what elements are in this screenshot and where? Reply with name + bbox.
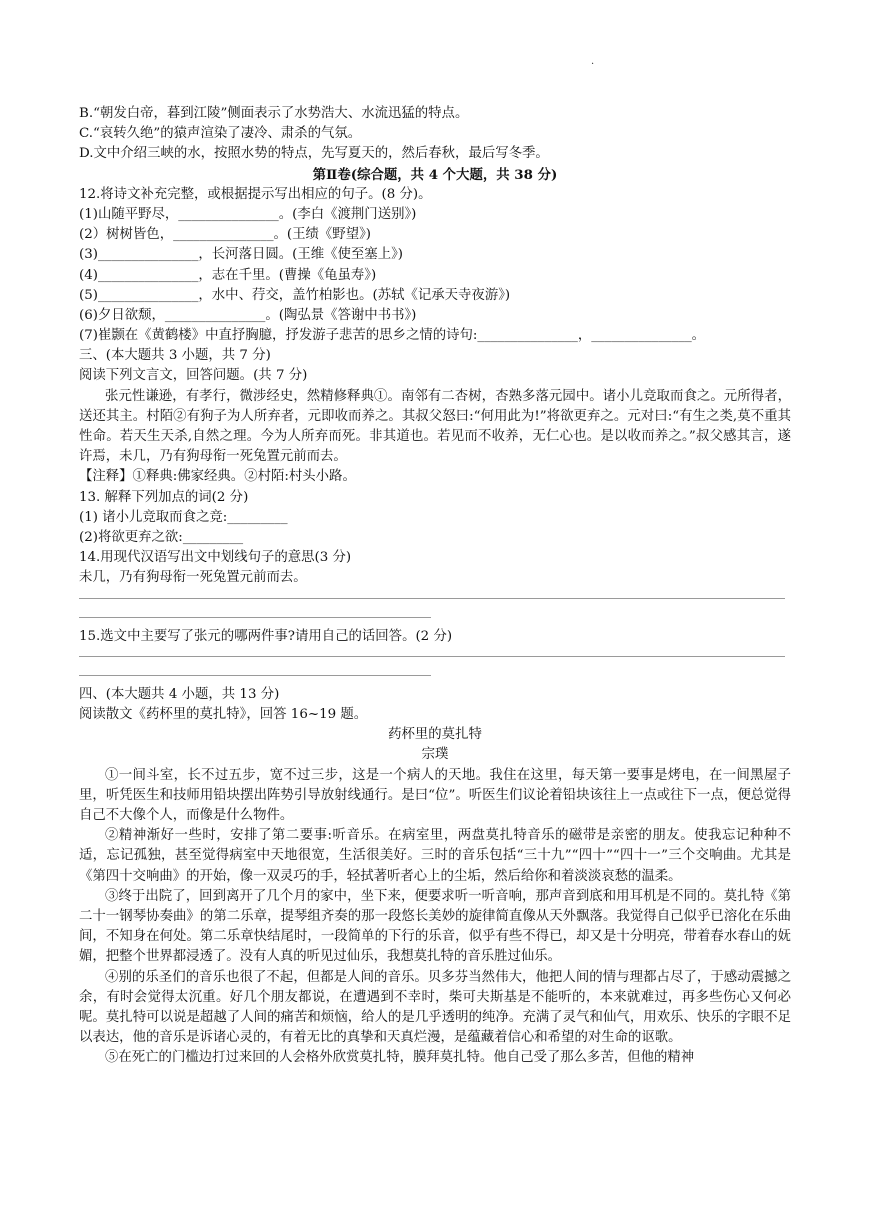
q14-prompt: 14.用现代汉语写出文中划线句子的意思(3 分) bbox=[79, 550, 352, 566]
header-mark: . bbox=[591, 56, 595, 67]
essay-paragraph-4: ④别的乐圣们的音乐也很了不起，但都是人间的音乐。贝多芬当然伟大，他把人间的情与理都占尽了，于感动震撼之余，有时会觉得太沉重。好几个朋友都说，在遭遇到不幸时，柴可夫斯基是不能听的，本来就难过，再多些伤心又何必呢。莫扎特可以说是超越了人间的痛苦和烦恼，给人的是几乎透明的纯净。充满了灵气和仙气，用欢乐、快乐的字眼不足以表达，他的音乐是诉诸心灵的，有着无比的真挚和天真烂漫，是蕴藏着信心和希望的对生命的讴歌。 bbox=[79, 969, 791, 1046]
q12-item-4: (4)_______________，志在千里。(曹操《龟虽寿》) bbox=[79, 267, 377, 283]
q13-prompt: 13. 解释下列加点的词(2 分) bbox=[79, 489, 249, 505]
section4-heading: 四、(本大题共 4 小题，共 13 分) bbox=[79, 686, 280, 702]
q12-item-3: (3)_______________，长河落日圆。(王维《使至塞上》) bbox=[79, 247, 404, 263]
essay-author: 宗璞 bbox=[421, 747, 449, 763]
answer-rule bbox=[79, 675, 431, 676]
essay-paragraph-3: ③终于出院了，回到离开了几个月的家中，坐下来，便要求听一听音响，那声音到底和用耳机是不同的。莫扎特《第二十一钢琴协奏曲》的第二乐章，提琴组齐奏的那一段悠长美妙的旋律简直像从天外飘落。我觉得自己似乎已溶化在乐曲间，不知身在何处。第二乐章快结尾时，一段简单的下行的乐音，似乎有些不得已，却又是十分明亮，带着春水春山的妩媚，把整个世界都浸透了。没有人真的听见过仙乐，我想莫扎特的音乐胜过仙乐。 bbox=[79, 888, 791, 965]
q12-item-7: (7)崔颢在《黄鹤楼》中直抒胸臆，抒发游子悲苦的思乡之情的诗句:_______________，_______________。 bbox=[79, 328, 706, 344]
essay-title: 药杯里的莫扎特 bbox=[388, 727, 482, 743]
exam-page bbox=[79, 104, 791, 1069]
q13-item-2: (2)将欲更弃之欲:_________ bbox=[79, 530, 244, 545]
q12-item-6: (6)夕日欲颓，_______________。(陶弘景《答谢中书书》) bbox=[79, 307, 417, 323]
classical-text: 张元性谦逊，有孝行，微涉经史，然精修释典①。南邻有二杏树，杏熟多落元园中。诸小儿竞取而食之。元所得者，送还其主。村陌②有狗子为人所弃者，元即收而养之。其叔父怒曰:“何用此为!”将欲更弃之。元对曰:“有生之类,莫不重其性命。若天生天杀,自然之理。今为人所弃而死。非其道也。若见而不收养，无仁心也。是以收而养之。”叔父感其言，遂许焉，未几，乃有狗母衔一死兔置元前而去。 bbox=[79, 388, 791, 465]
essay-paragraph-5: ⑤在死亡的门槛边打过来回的人会格外欣赏莫扎特，膜拜莫扎特。他自己受了那么多苦，但他的精神 bbox=[105, 1050, 695, 1066]
q13-item-1: (1) 诸小儿竞取而食之竞:_________ bbox=[79, 509, 288, 525]
answer-rule bbox=[79, 656, 785, 657]
answer-rule bbox=[79, 598, 785, 599]
q15-answer-line-2[interactable] bbox=[79, 666, 791, 685]
q14-answer-line-2[interactable] bbox=[79, 608, 791, 627]
section3-heading: 三、(本大题共 3 小题，共 7 分) bbox=[79, 348, 271, 364]
q15-answer-line-1[interactable] bbox=[79, 647, 791, 666]
q12-item-1: (1)山随平野尽，_______________。(李白《渡荆门送别》) bbox=[79, 206, 417, 222]
section3-intro: 阅读下列文言文，回答问题。(共 7 分) bbox=[79, 368, 308, 384]
essay-paragraph-1: ①一间斗室，长不过五步，宽不过三步，这是一个病人的天地。我住在这里，每天第一要事是烤电，在一间黑屋子里，听凭医生和技师用铅块摆出阵势引导放射线通行。是曰“位”。听医生们议论着铅块该往上一点或往下一点，便总觉得自己不大像个人，而像是什么物件。 bbox=[79, 767, 791, 823]
essay-paragraph-2: ②精神渐好一些时，安排了第二要事:听音乐。在病室里，两盘莫扎特音乐的磁带是亲密的朋友。使我忘记种种不适，忘记孤独，甚至觉得病室中天地很宽，生活很美好。三时的音乐包括“三十九”“四十”“四十一”三个交响曲。尤其是《第四十交响曲》的开始，像一双灵巧的手，轻拭著听者心上的尘垢，然后给你和着淡淡哀愁的温柔。 bbox=[79, 828, 791, 884]
annotation-note: 【注释】①释典:佛家经典。②村陌:村头小路。 bbox=[79, 469, 356, 485]
option-d: D.文中介绍三峡的水，按照水势的特点，先写夏天的，然后春秋，最后写冬季。 bbox=[79, 146, 549, 162]
q12-prompt: 12.将诗文补充完整，或根据提示写出相应的句子。(8 分)。 bbox=[79, 186, 432, 202]
option-b: B.“朝发白帝，暮到江陵”侧面表示了水势浩大、水流迅猛的特点。 bbox=[79, 106, 469, 121]
q12-item-5: (5)_______________，水中、荇交，盖竹柏影也。(苏轼《记承天寺夜游》) bbox=[79, 287, 511, 303]
option-c: C.“哀转久绝”的猿声渲染了凄冷、肃杀的气氛。 bbox=[79, 126, 362, 142]
section2-title: 第Ⅱ卷(综合题，共 4 个大题，共 38 分) bbox=[312, 166, 558, 183]
q14-answer-line-1[interactable] bbox=[79, 589, 791, 608]
section4-intro: 阅读散文《药杯里的莫扎特》，回答 16~19 题。 bbox=[79, 706, 368, 722]
q14-sentence: 未几，乃有狗母衔一死兔置元前而去。 bbox=[79, 570, 307, 586]
q15-prompt: 15.选文中主要写了张元的哪两件事?请用自己的话回答。(2 分) bbox=[79, 628, 453, 644]
answer-rule bbox=[79, 617, 431, 618]
q12-item-2: (2）树树皆色，_______________。(王绩《野望》) bbox=[79, 227, 371, 243]
